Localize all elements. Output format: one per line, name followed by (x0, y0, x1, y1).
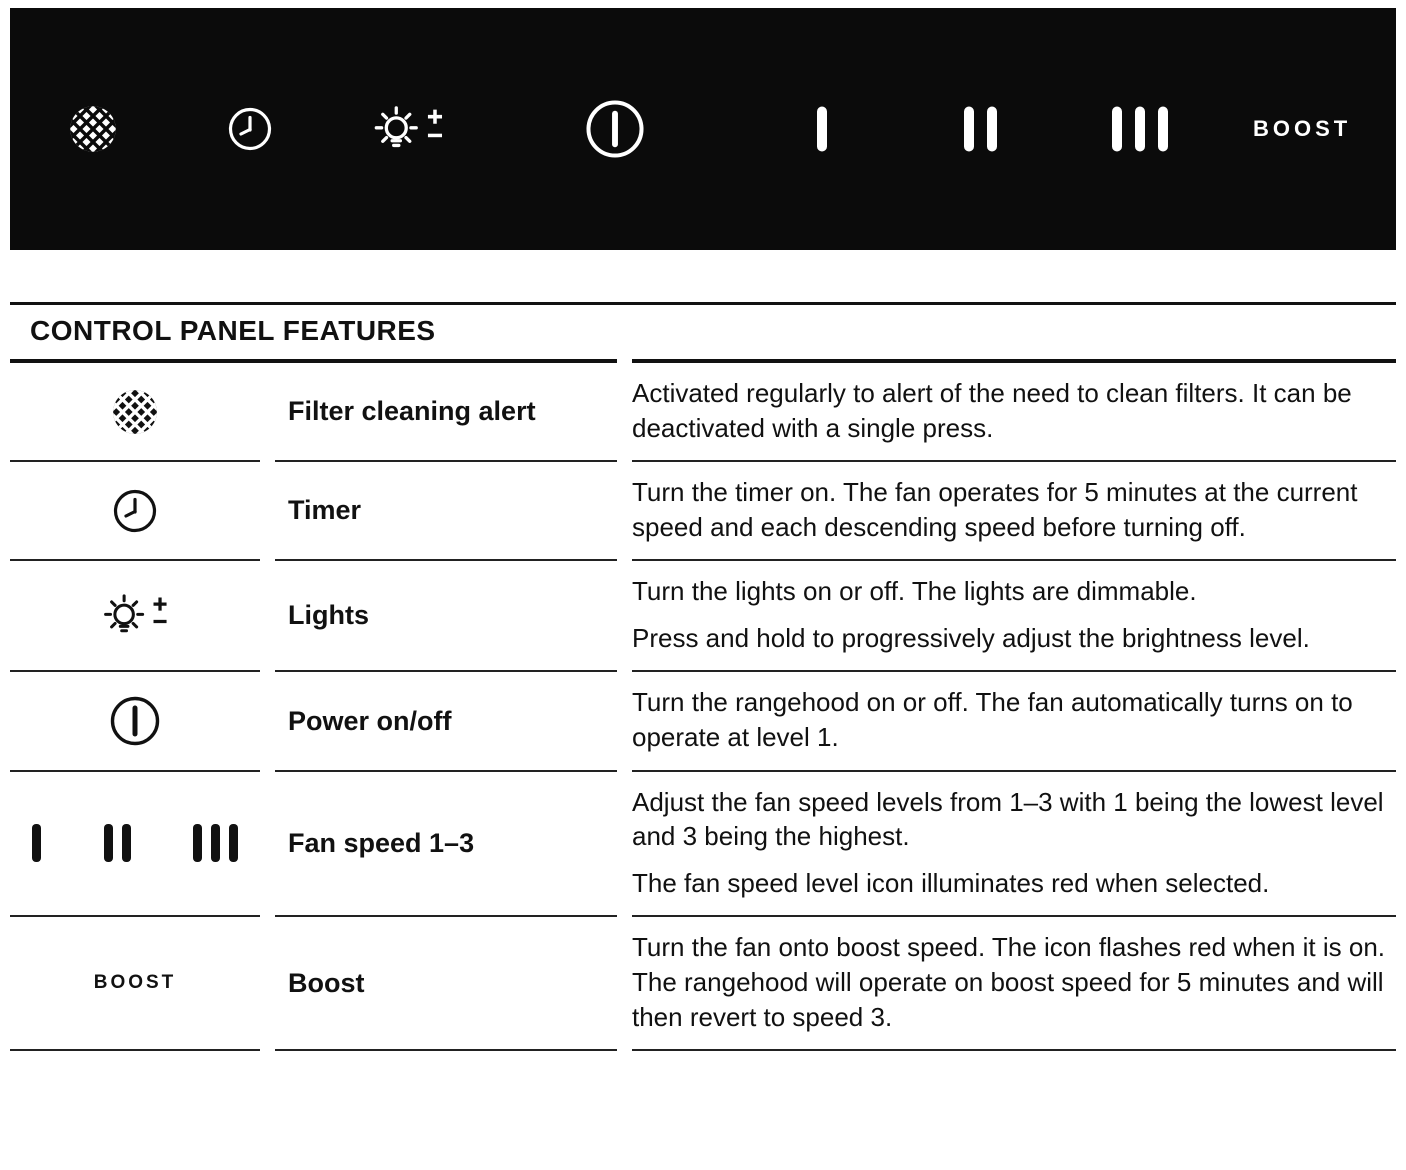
power-icon (582, 96, 648, 162)
feature-description-cell (632, 672, 1396, 771)
timer-icon (226, 105, 274, 153)
table-title: CONTROL PANEL FEATURES (10, 305, 617, 363)
timer-icon (111, 487, 159, 535)
table-row-lights-icon-cell (10, 561, 260, 672)
panel-boost-button[interactable] (1253, 116, 1351, 142)
feature-description: Turn the lights on or off. The lights are dimmable. (632, 576, 1197, 607)
fan-speed-3-icon (1112, 107, 1168, 152)
feature-description: The fan speed level icon illuminates red when selected. (632, 867, 1270, 898)
feature-name: Filter cleaning alert (275, 363, 617, 462)
lights-icon (368, 99, 448, 160)
fan-speed-bar (1135, 107, 1145, 152)
table-row-power-icon-cell (10, 672, 260, 771)
feature-description-cell (632, 363, 1396, 462)
fan-speed-bar (817, 107, 827, 152)
fan-speed-1-icon (817, 107, 827, 152)
fan-speed-bar (104, 824, 113, 862)
boost-icon: BOOST (1253, 116, 1352, 141)
features-section (10, 302, 1396, 1051)
panel-fan-speed-2-button[interactable] (964, 107, 997, 152)
feature-description: Press and hold to progressively adjust the brightness level. (632, 622, 1310, 653)
feature-description: Turn the timer on. The fan operates for 5 minutes at the current speed and each descending speed before turning off. (632, 477, 1358, 542)
feature-name: Lights (275, 561, 617, 672)
fan-speed-bar (987, 107, 997, 152)
feature-description: Turn the rangehood on or off. The fan automatically turns on to operate at level 1. (632, 687, 1353, 753)
table-row-timer-icon-cell (10, 462, 260, 561)
power-icon (107, 693, 163, 749)
feature-name: Fan speed 1–3 (275, 772, 617, 918)
fan-speed-3-icon (193, 824, 238, 862)
fan-speed-bar (122, 824, 131, 862)
table-row-filter-icon-cell (10, 363, 260, 462)
panel-filter-cleaning-alert-button[interactable] (67, 103, 119, 155)
feature-description: Adjust the fan speed levels from 1–3 with 1 being the lowest level and 3 being the highest. (632, 786, 1384, 852)
feature-description: Activated regularly to alert of the need to clean filters. It can be deactivated with a single press. (632, 378, 1352, 443)
fan-speed-bar (964, 107, 974, 152)
fan-speed-2-icon (104, 824, 131, 862)
panel-timer-button[interactable] (226, 105, 274, 153)
fan-speed-bar (32, 824, 41, 862)
table-header-rule (632, 305, 1396, 363)
fan-speed-bar (229, 824, 238, 862)
fan-speed-bar (1112, 107, 1122, 152)
panel-lights-button[interactable] (368, 99, 448, 160)
panel-fan-speed-3-button[interactable] (1112, 107, 1168, 152)
feature-description-cell (632, 917, 1396, 1051)
feature-name: Timer (275, 462, 617, 561)
fan-speed-1-icon (32, 824, 41, 862)
feature-description-cell (632, 772, 1396, 918)
fan-speed-bar (193, 824, 202, 862)
table-row-boost-icon-cell (10, 917, 260, 1051)
feature-description: Turn the fan onto boost speed. The icon flashes red when it is on. The rangehood will operate on boost speed for 5 minutes and will then revert to speed 3. (632, 932, 1386, 1032)
feature-description-cell (632, 561, 1396, 672)
filter-cleaning-alert-icon (67, 103, 119, 155)
feature-name: Boost (275, 917, 617, 1051)
lights-icon (98, 587, 172, 644)
control-panel (10, 8, 1396, 250)
feature-description-cell (632, 462, 1396, 561)
boost-icon: BOOST (93, 972, 177, 994)
fan-speed-bar (211, 824, 220, 862)
fan-speed-bar (1158, 107, 1168, 152)
feature-name: Power on/off (275, 672, 617, 771)
features-table (10, 305, 1396, 1051)
table-row-fan-speed-icon-cell (10, 772, 260, 918)
filter-cleaning-alert-icon (110, 387, 160, 437)
fan-speed-2-icon (964, 107, 997, 152)
panel-power-button[interactable] (582, 96, 648, 162)
panel-fan-speed-1-button[interactable] (817, 107, 827, 152)
